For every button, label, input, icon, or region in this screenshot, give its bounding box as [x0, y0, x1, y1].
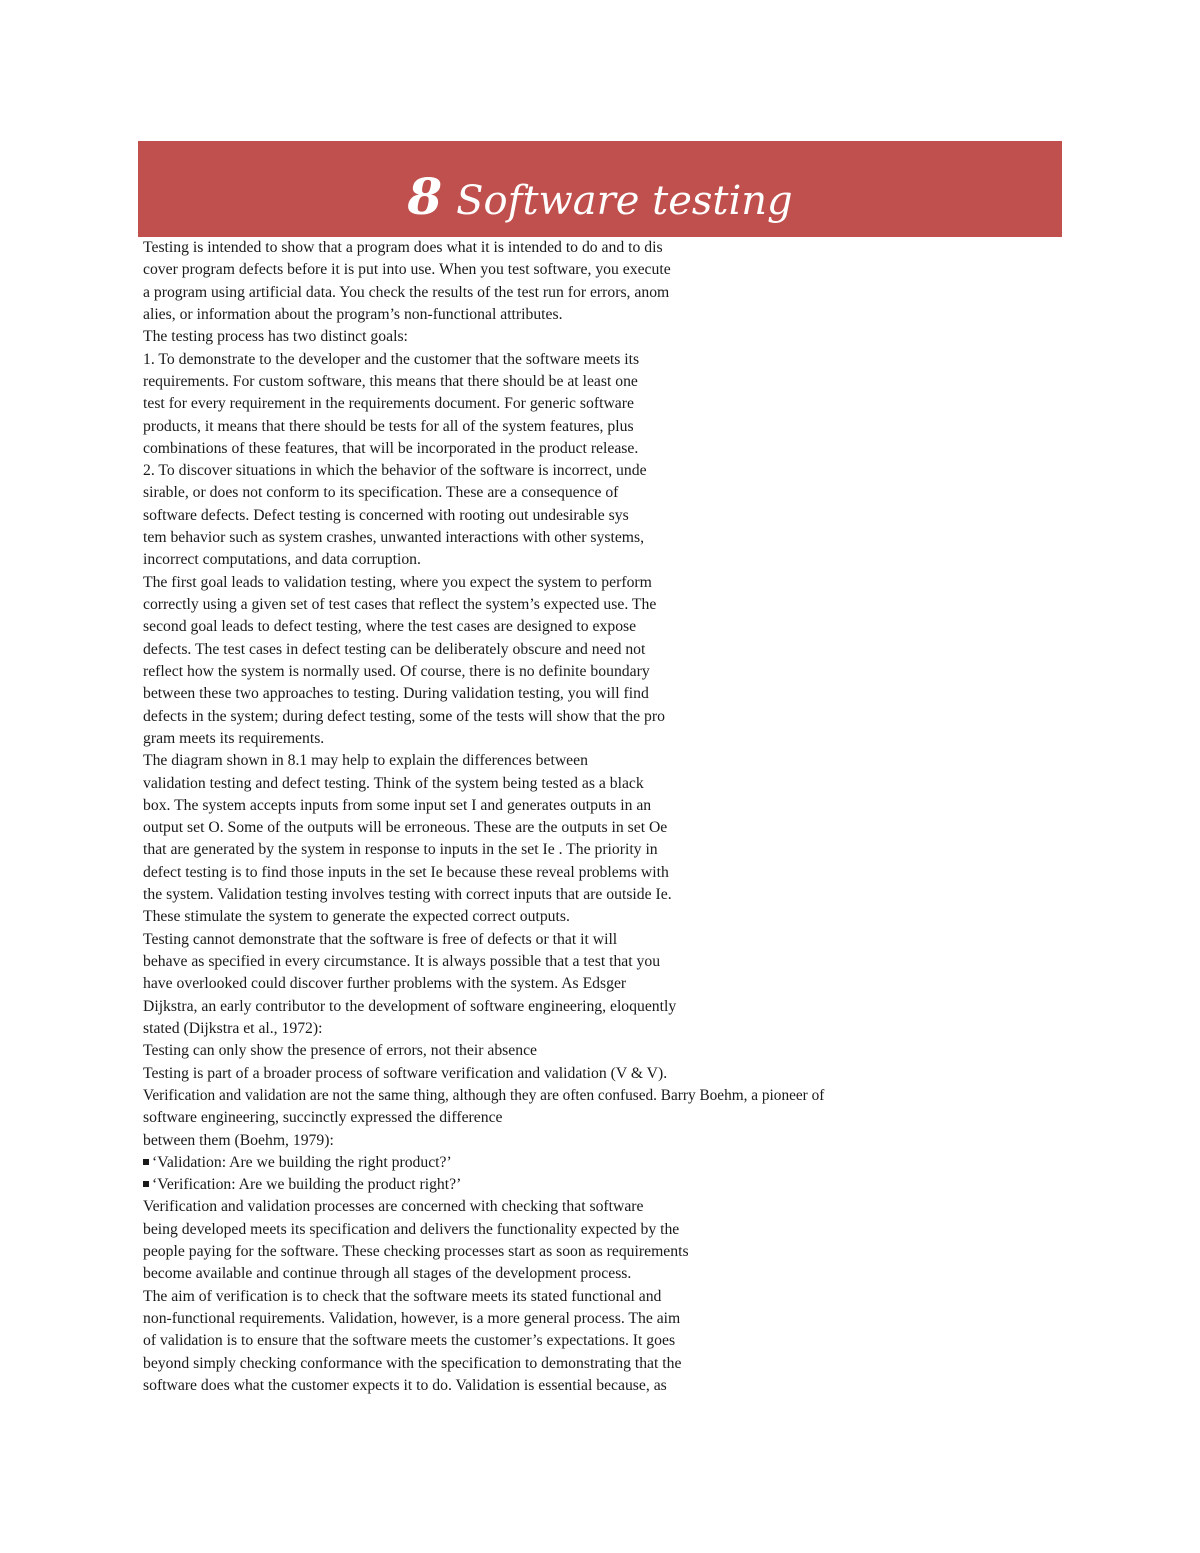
text-line: These stimulate the system to generate the expected correct outputs.: [143, 908, 570, 926]
text-line: stated (Dijkstra et al., 1972):: [143, 1019, 323, 1037]
text-line: incorrect computations, and data corruption.: [143, 551, 421, 569]
text-line: products, it means that there should be tests for all of the system features, plus: [143, 417, 634, 435]
text-line: a program using artificial data. You check the results of the test run for errors, anom: [143, 283, 670, 301]
text-line: Testing is intended to show that a program does what it is intended to do and to dis: [143, 239, 663, 256]
text-line: alies, or information about the program’s non-functional attributes.: [143, 305, 563, 323]
text-line: software defects. Defect testing is concerned with rooting out undesirable sys: [143, 506, 629, 524]
text-line: Testing is part of a broader process of software verification and validation (V & V).: [143, 1064, 668, 1082]
text-line: 1. To demonstrate to the developer and the customer that the software meets its: [143, 350, 640, 368]
text-line: software engineering, succinctly expressed the difference: [143, 1109, 503, 1127]
text-line: that are generated by the system in response to inputs in the set Ie . The priority in: [143, 841, 658, 859]
text-line: non-functional requirements. Validation, however, is a more general process. The aim: [143, 1310, 681, 1327]
text-line: behave as specified in every circumstance. It is always possible that a test that you: [143, 953, 661, 970]
bullet-item: [143, 1152, 1023, 1174]
text-line: defect testing is to find those inputs in the set Ie because these reveal problems with: [143, 863, 669, 881]
text-line: correctly using a given set of test cases that reflect the system’s expected use. The: [143, 596, 657, 613]
bullet-item: [143, 1174, 1023, 1196]
bullet-text: ‘Verification: Are we building the product right?’: [152, 1176, 462, 1194]
text-line: validation testing and defect testing. Think of the system being tested as a black: [143, 774, 644, 792]
text-line: between these two approaches to testing. During validation testing, you will find: [143, 685, 649, 703]
text-line: beyond simply checking conformance with the specification to demonstrating that the: [143, 1354, 682, 1372]
text-line: of validation is to ensure that the software meets the customer’s expectations. It goes: [143, 1332, 676, 1350]
text-line: Verification and validation are not the same thing, although they are often confused. Barry Boehm, a pioneer of: [143, 1086, 825, 1104]
text-line: defects in the system; during defect testing, some of the tests will show that the pro: [143, 707, 665, 725]
text-line: the system. Validation testing involves testing with correct inputs that are outside Ie.: [143, 886, 672, 904]
text-line: box. The system accepts inputs from some input set I and generates outputs in an: [143, 796, 652, 814]
text-line: The first goal leads to validation testing, where you expect the system to perform: [143, 573, 652, 591]
text-line: sirable, or does not conform to its specification. These are a consequence of: [143, 484, 619, 502]
text-line: Testing cannot demonstrate that the software is free of defects or that it will: [143, 930, 618, 948]
chapter-heading: [407, 167, 792, 226]
square-bullet-icon: [143, 1181, 149, 1187]
text-line: test for every requirement in the requirements document. For generic software: [143, 395, 634, 413]
text-line: software does what the customer expects it to do. Validation is essential because, as: [143, 1376, 667, 1394]
text-line: output set O. Some of the outputs will be erroneous. These are the outputs in set Oe: [143, 819, 668, 837]
text-line: being developed meets its specification and delivers the functionality expected by the: [143, 1220, 680, 1238]
text-line: Verification and validation processes are concerned with checking that software: [143, 1198, 644, 1216]
text-line: Dijkstra, an early contributor to the development of software engineering, eloquently: [143, 997, 677, 1015]
text-line: The aim of verification is to check that the software meets its stated functional and: [143, 1287, 662, 1305]
text-line: people paying for the software. These checking processes start as soon as requirements: [143, 1243, 689, 1261]
quote-line: Testing can only show the presence of errors, not their absence: [143, 1042, 538, 1060]
text-line: tem behavior such as system crashes, unwanted interactions with other systems,: [143, 529, 645, 547]
text-line: The diagram shown in 8.1 may help to explain the differences between: [143, 752, 588, 770]
chapter-banner: [138, 141, 1062, 237]
text-line: second goal leads to defect testing, where the test cases are designed to expose: [143, 618, 637, 636]
text-line: cover program defects before it is put into use. When you test software, you execute: [143, 261, 671, 279]
text-line: reflect how the system is normally used. Of course, there is no definite boundary: [143, 662, 650, 680]
text-line: gram meets its requirements.: [143, 729, 325, 747]
chapter-number: 8: [407, 167, 443, 226]
text-line: become available and continue through all stages of the development process.: [143, 1265, 632, 1283]
text-line: requirements. For custom software, this means that there should be at least one: [143, 372, 638, 390]
bullet-text: ‘Validation: Are we building the right product?’: [152, 1153, 452, 1171]
text-line: combinations of these features, that will be incorporated in the product release.: [143, 439, 639, 457]
body-text: [143, 237, 1023, 1397]
square-bullet-icon: [143, 1159, 149, 1165]
text-line: between them (Boehm, 1979):: [143, 1131, 334, 1149]
text-line: defects. The test cases in defect testing can be deliberately obscure and need not: [143, 640, 646, 658]
chapter-title: Software testing: [456, 178, 793, 224]
text-line: have overlooked could discover further problems with the system. As Edsger: [143, 975, 627, 993]
text-line: 2. To discover situations in which the behavior of the software is incorrect, unde: [143, 462, 647, 480]
text-line: The testing process has two distinct goals:: [143, 328, 408, 346]
